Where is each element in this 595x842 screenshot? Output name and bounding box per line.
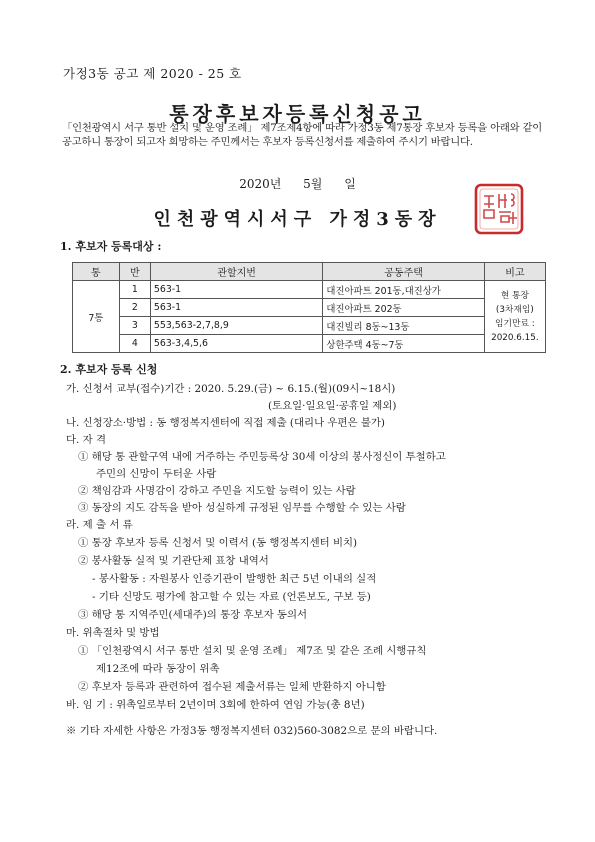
item-ra: 라. 제 출 서 류 xyxy=(66,519,133,531)
organization-name: 인천광역시서구 가정3동장 xyxy=(153,209,442,230)
item-ra-2: ② 봉사활동 실적 및 기관단체 표창 내역서 xyxy=(78,555,269,567)
footer-note: ※ 기타 자세한 사항은 가정3동 행정복지센터 032)560-3082으로 문의 바랍니다. xyxy=(66,725,438,737)
item-ma-1: ① 「인천광역시 서구 통반 설치 및 운영 조례」 제7조 및 같은 조례 시행규칙 xyxy=(78,645,427,657)
notice-date: 2020년 5월 일 xyxy=(239,177,356,191)
item-na: 나. 신청장소·방법 : 동 행정복지센터에 직접 제출 (대리나 우편은 불가) xyxy=(66,417,385,429)
table-header-row xyxy=(73,263,546,281)
remark-line: 현 통장 xyxy=(500,290,530,301)
tong-cell: 7통 xyxy=(73,281,120,353)
ban-cell: 3 xyxy=(119,317,150,335)
jibun-cell: 563-3,4,5,6 xyxy=(150,335,323,353)
col-header-housing: 공동주택 xyxy=(323,263,484,281)
item-da-2: ② 책임감과 사명감이 강하고 주민을 지도할 능력이 있는 사람 xyxy=(78,485,356,497)
item-da: 다. 자 격 xyxy=(66,434,107,446)
section2-title: 2. 후보자 등록 신청 xyxy=(60,363,158,376)
ban-cell: 1 xyxy=(119,281,150,299)
remark-line: 2020.6.15. xyxy=(491,332,539,343)
table-row xyxy=(73,317,546,335)
ban-cell: 4 xyxy=(119,335,150,353)
jibun-cell: 553,563-2,7,8,9 xyxy=(150,317,323,335)
col-header-tong: 통 xyxy=(73,263,120,281)
item-ra-3: ③ 해당 통 지역주민(세대주)의 통장 후보자 동의서 xyxy=(78,609,308,621)
col-header-remark: 비고 xyxy=(484,263,545,281)
item-ga-note: (토요일·일요일·공휴일 제외) xyxy=(268,400,397,412)
housing-cell: 대진아파트 202동 xyxy=(323,299,484,317)
housing-cell: 대진빌리 8동~13동 xyxy=(323,317,484,335)
jibun-cell: 563-1 xyxy=(150,299,323,317)
item-ra-1: ① 통장 후보자 등록 신청서 및 이력서 (동 행정복지센터 비치) xyxy=(78,537,358,549)
item-ga: 가. 신청서 교부(접수)기간 : 2020. 5.29.(금) ~ 6.15.(월)(09시~18시) xyxy=(66,383,396,395)
section1-title: 1. 후보자 등록대상 : xyxy=(60,240,162,253)
col-header-jibun: 관할지번 xyxy=(150,263,323,281)
item-ma-1-cont: 제12조에 따라 동장이 위촉 xyxy=(96,663,220,675)
item-ma-2: ② 후보자 등록과 관련하여 접수된 제출서류는 일체 반환하지 아니함 xyxy=(78,681,386,693)
jibun-cell: 563-1 xyxy=(150,281,323,299)
ban-cell: 2 xyxy=(119,299,150,317)
col-header-ban: 반 xyxy=(119,263,150,281)
table-row xyxy=(73,281,546,299)
notice-number: 가정3동 공고 제 2020 - 25 호 xyxy=(63,66,242,81)
intro-paragraph: 「인천광역시 서구 통반 설치 및 운영 조례」 제7조제4항에 따라 가정3동 제7통장 후보자 등록을 아래와 같이 공고하니 통장이 되고자 희망하는 주민께서는 후보자 등록신청서를 제출하여 주시기 바랍니다. xyxy=(62,122,542,148)
page-title: 통장후보자등록신청공고 xyxy=(169,102,426,126)
item-da-1: ① 해당 통 관할구역 내에 거주하는 주민등록상 30세 이상의 봉사정신이 투철하고 xyxy=(78,451,446,463)
table-row xyxy=(73,299,546,317)
candidate-table xyxy=(72,262,546,353)
table-row xyxy=(73,335,546,353)
remark-cell xyxy=(484,281,545,353)
housing-cell: 상한주택 4동~7동 xyxy=(323,335,484,353)
item-ba: 바. 임 기 : 위촉일로부터 2년이며 3회에 한하여 연임 가능(총 8년) xyxy=(66,699,365,711)
item-da-3: ③ 동장의 지도 감독을 받아 성실하게 규정된 임무를 수행할 수 있는 사람 xyxy=(78,502,406,514)
item-ra-2-b: - 기타 신망도 평가에 참고할 수 있는 자료 (언론보도, 구보 등) xyxy=(92,591,371,603)
item-da-1-cont: 주민의 신망이 두터운 사람 xyxy=(96,468,217,480)
remark-line: (3차재임) xyxy=(495,304,534,315)
housing-cell: 대진아파트 201동,대진상가 xyxy=(323,281,484,299)
item-ma: 마. 위촉절차 및 방법 xyxy=(66,627,160,639)
remark-line: 임기만료 : xyxy=(495,318,535,329)
item-ra-2-a: - 봉사활동 : 자원봉사 인증기관이 발행한 최근 5년 이내의 실적 xyxy=(92,573,377,585)
official-seal-icon xyxy=(473,182,525,236)
